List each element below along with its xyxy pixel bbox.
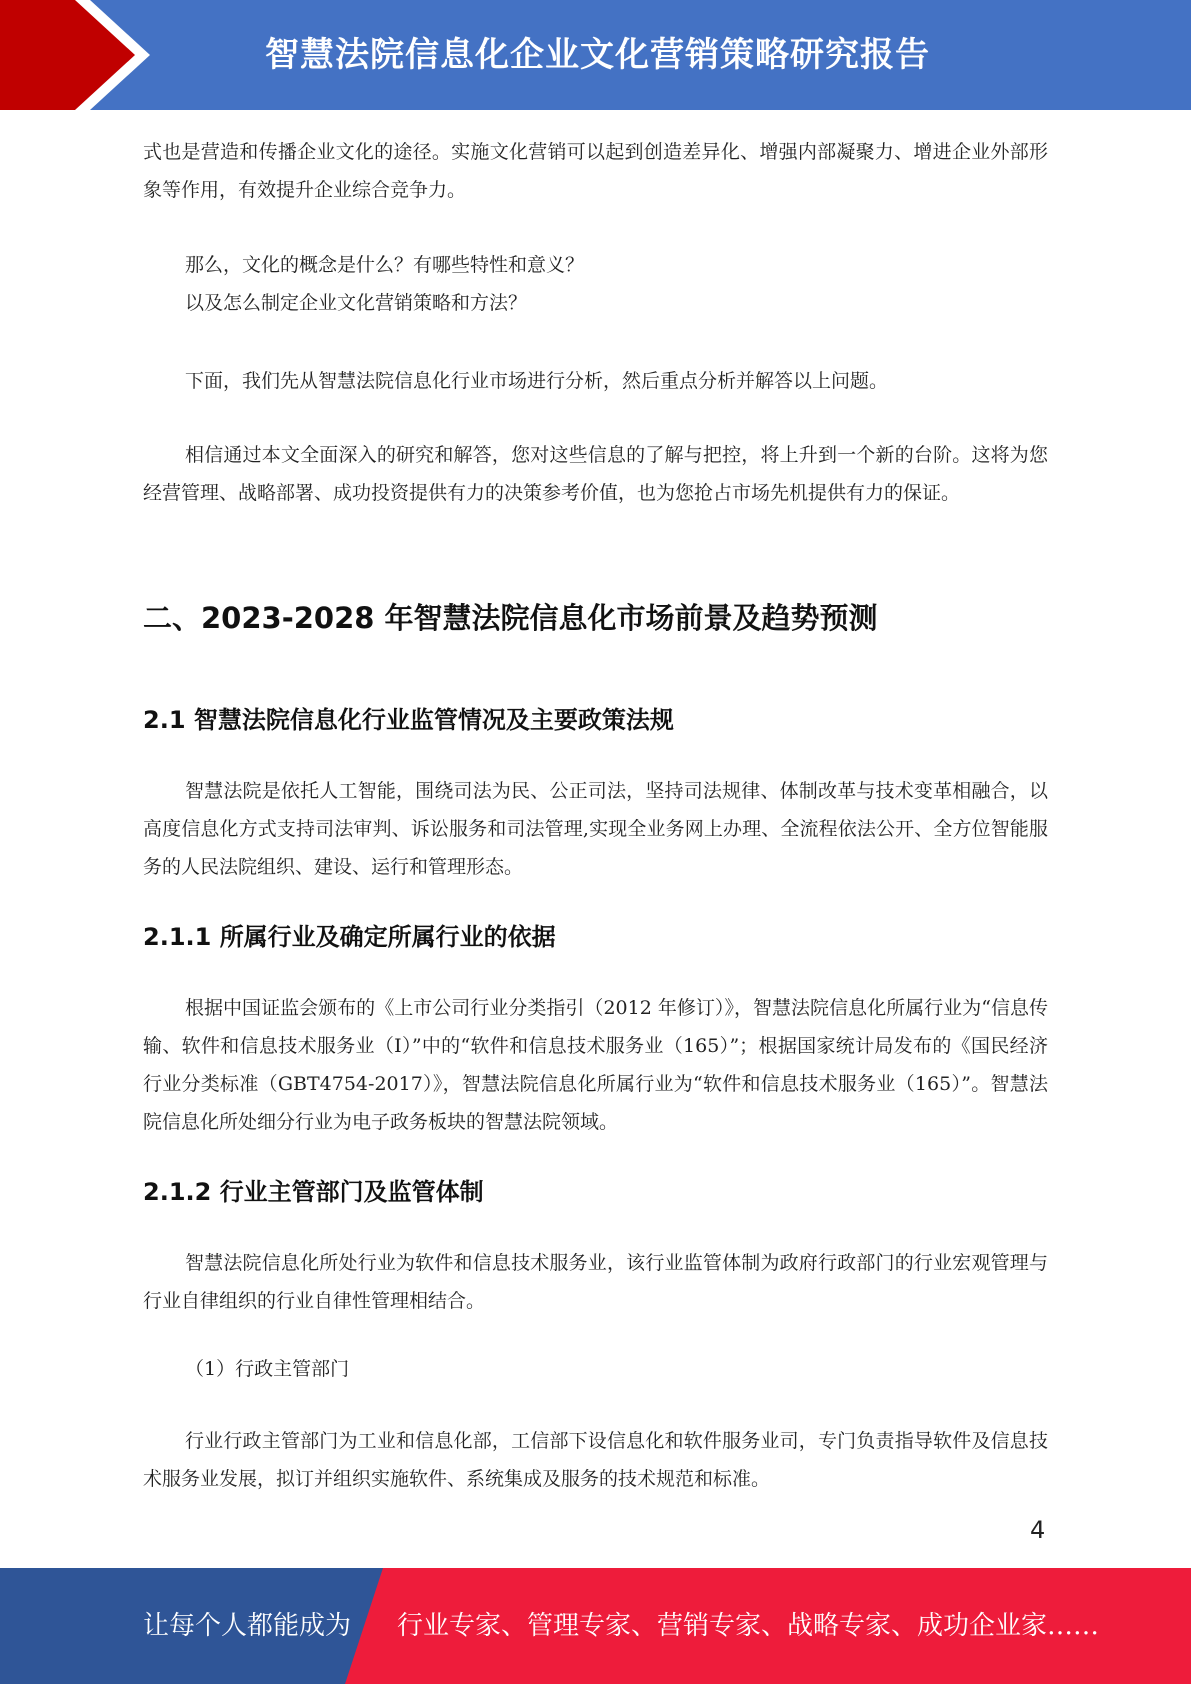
paragraph-smart-court: 智慧法院是依托人工智能，围绕司法为民、公正司法，坚持司法规律、体制改革与技术变革相融合，以高度信息化方式支持司法审判、诉讼服务和司法管理,实现全业务网上办理、全流程依法公开、全方位智能服务的人民法院组织、建设、运行和管理形态。 [143,780,1048,878]
footer-slogan-lead: 让每个人都能成为 [143,1611,352,1641]
paragraph-industry-basis: 根据中国证监会颁布的《上市公司行业分类指引（2012 年修订）》，智慧法院信息化所属行业为“信息传输、软件和信息技术服务业（I）”中的“软件和信息技术服务业（165）”；根据国家统计局发布的《国民经济行业分类标准（GBT4754-2017）》，智慧法院信息化所属行业为“软件和信息技术服务业（165）”。智慧法院信息化所处细分行业为电子政务板块的智慧法院领域。 [143,997,1048,1133]
footer-banner [0,1568,1191,1684]
header-arrow-decoration [0,0,150,110]
subsection-heading-2-1: 2.1 智慧法院信息化行业监管情况及主要政策法规 [143,706,674,734]
header-banner [0,0,1191,110]
paragraph-regulatory: 智慧法院信息化所处行业为软件和信息技术服务业，该行业监管体制为政府行政部门的行业宏观管理与行业自律组织的行业自律性管理相结合。 [143,1252,1048,1312]
question-line-1: 那么，文化的概念是什么？有哪些特性和意义？ [185,254,585,276]
question-line-2: 以及怎么制定企业文化营销策略和方法？ [185,292,528,314]
paragraph-intro: 式也是营造和传播企业文化的途径。实施文化营销可以起到创造差异化、增强内部凝聚力、增进企业外部形象等作用，有效提升企业综合竞争力。 [143,141,1048,201]
footer-slogan-list: 行业专家、管理专家、营销专家、战略专家、成功企业家…… [397,1611,1100,1641]
paragraph-ministry: 行业行政主管部门为工业和信息化部，工信部下设信息化和软件服务业司，专门负责指导软件及信息技术服务业发展，拟订并组织实施软件、系统集成及服务的技术规范和标准。 [143,1430,1048,1490]
subsection-heading-2-1-2: 2.1.2 行业主管部门及监管体制 [143,1178,484,1206]
section-heading: 二、2023-2028 年智慧法院信息化市场前景及趋势预测 [143,601,878,635]
report-title: 智慧法院信息化企业文化营销策略研究报告 [265,35,930,75]
subsection-heading-2-1-1: 2.1.1 所属行业及确定所属行业的依据 [143,923,556,951]
list-item-admin: （1）行政主管部门 [185,1358,350,1380]
page-number: 4 [1030,1516,1046,1544]
paragraph-analysis: 下面，我们先从智慧法院信息化行业市场进行分析，然后重点分析并解答以上问题。 [185,370,889,392]
paragraph-value: 相信通过本文全面深入的研究和解答，您对这些信息的了解与把控，将上升到一个新的台阶。这将为您经营管理、战略部署、成功投资提供有力的决策参考价值，也为您抢占市场先机提供有力的保证。 [143,444,1048,504]
